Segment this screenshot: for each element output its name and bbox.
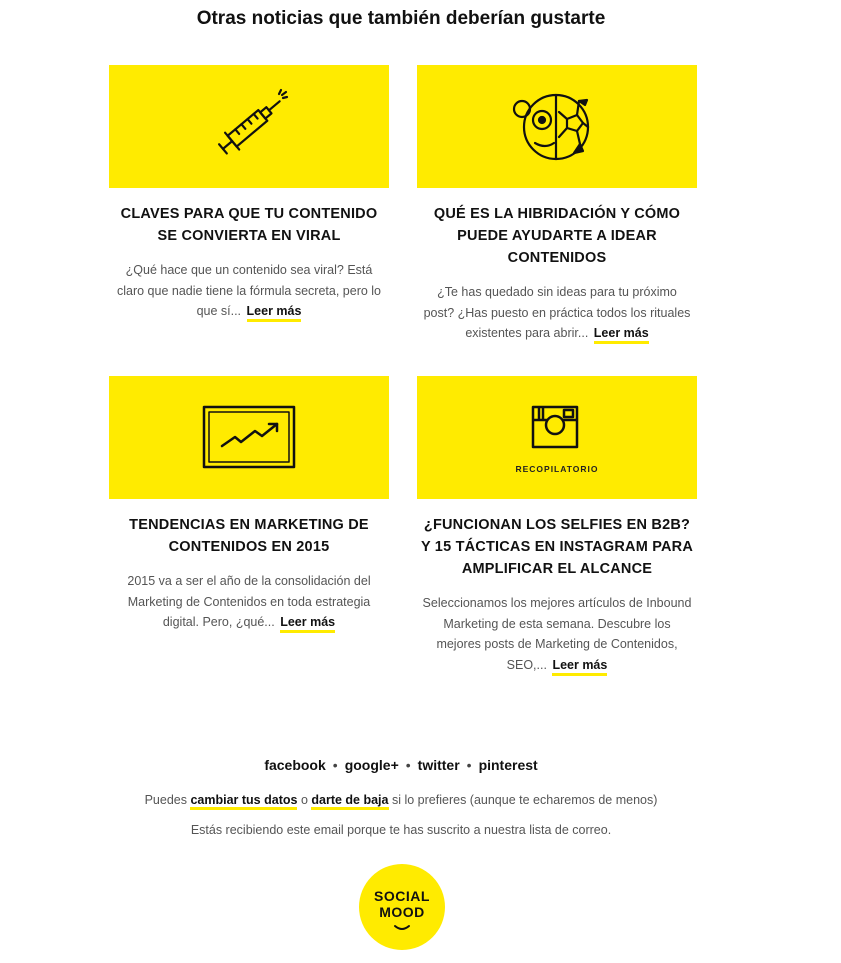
prefs-text: Puedes (144, 793, 187, 807)
preferences-line (0, 793, 802, 807)
article-excerpt (417, 282, 697, 344)
article-card (109, 376, 389, 633)
read-more-link[interactable]: Leer más (280, 615, 335, 633)
separator: • (405, 757, 411, 773)
twitter-link[interactable]: twitter (417, 757, 460, 773)
google-plus-link[interactable]: google+ (344, 757, 399, 773)
trend-chart-frame-icon (109, 376, 389, 499)
article-banner[interactable] (109, 65, 389, 188)
half-face-half-ball-icon (417, 65, 697, 188)
separator: • (332, 757, 338, 773)
article-card (417, 65, 697, 344)
article-card (417, 376, 697, 675)
facebook-link[interactable]: facebook (264, 757, 326, 773)
smile-icon (359, 864, 445, 950)
instagram-camera-icon (417, 376, 697, 499)
article-title[interactable]: CLAVES PARA QUE TU CONTENIDO SE CONVIERTA EN VIRAL (120, 206, 378, 244)
change-data-link[interactable]: cambiar tus datos (190, 793, 297, 810)
prefs-text: si lo prefieres (aunque te echaremos de menos) (391, 793, 658, 807)
banner-label: RECOPILATORIO (515, 464, 599, 474)
article-excerpt (109, 260, 389, 322)
prefs-text: o (300, 793, 308, 807)
logo-line-1: SOCIAL (374, 888, 430, 904)
read-more-link[interactable]: Leer más (594, 326, 649, 344)
excerpt-text: ¿Qué hace que un contenido sea viral? Está claro que nadie tiene la fórmula secreta, pero lo que sí... (116, 263, 382, 318)
section-heading: Otras noticias que también deberían gustarte (196, 8, 606, 29)
read-more-link[interactable]: Leer más (247, 304, 302, 322)
excerpt-text: Seleccionamos los mejores artículos de Inbound Marketing de esta semana. Descubre los mejores posts de Marketing de Contenidos, SEO,... (422, 596, 692, 672)
article-banner[interactable] (417, 376, 697, 499)
article-title[interactable]: QUÉ ES LA HIBRIDACIÓN Y CÓMO PUEDE AYUDARTE A IDEAR CONTENIDOS (433, 206, 681, 266)
syringe-icon (109, 65, 389, 188)
pinterest-link[interactable]: pinterest (478, 757, 538, 773)
article-title[interactable]: TENDENCIAS EN MARKETING DE CONTENIDOS EN 2015 (129, 517, 369, 555)
article-banner[interactable] (417, 65, 697, 188)
read-more-link[interactable]: Leer más (552, 658, 607, 676)
unsubscribe-link[interactable]: darte de baja (311, 793, 388, 810)
article-title[interactable]: ¿FUNCIONAN LOS SELFIES EN B2B? Y 15 TÁCTICAS EN INSTAGRAM PARA AMPLIFICAR EL ALCANCE (420, 517, 694, 577)
excerpt-text: 2015 va a ser el año de la consolidación del Marketing de Contenidos en toda estrategia digital. Pero, ¿qué... (127, 574, 371, 629)
article-excerpt (109, 571, 389, 633)
article-excerpt (417, 593, 697, 675)
separator: • (466, 757, 472, 773)
excerpt-text: ¿Te has quedado sin ideas para tu próximo post? ¿Has puesto en práctica todos los rituales existentes para abrir... (423, 285, 691, 340)
social-links (0, 757, 802, 773)
logo-line-2: MOOD (379, 904, 425, 920)
subscription-notice: Estás recibiendo este email porque te has suscrito a nuestra lista de correo. (190, 823, 612, 837)
article-banner[interactable] (109, 376, 389, 499)
article-card (109, 65, 389, 322)
socialmood-logo[interactable] (359, 864, 445, 950)
